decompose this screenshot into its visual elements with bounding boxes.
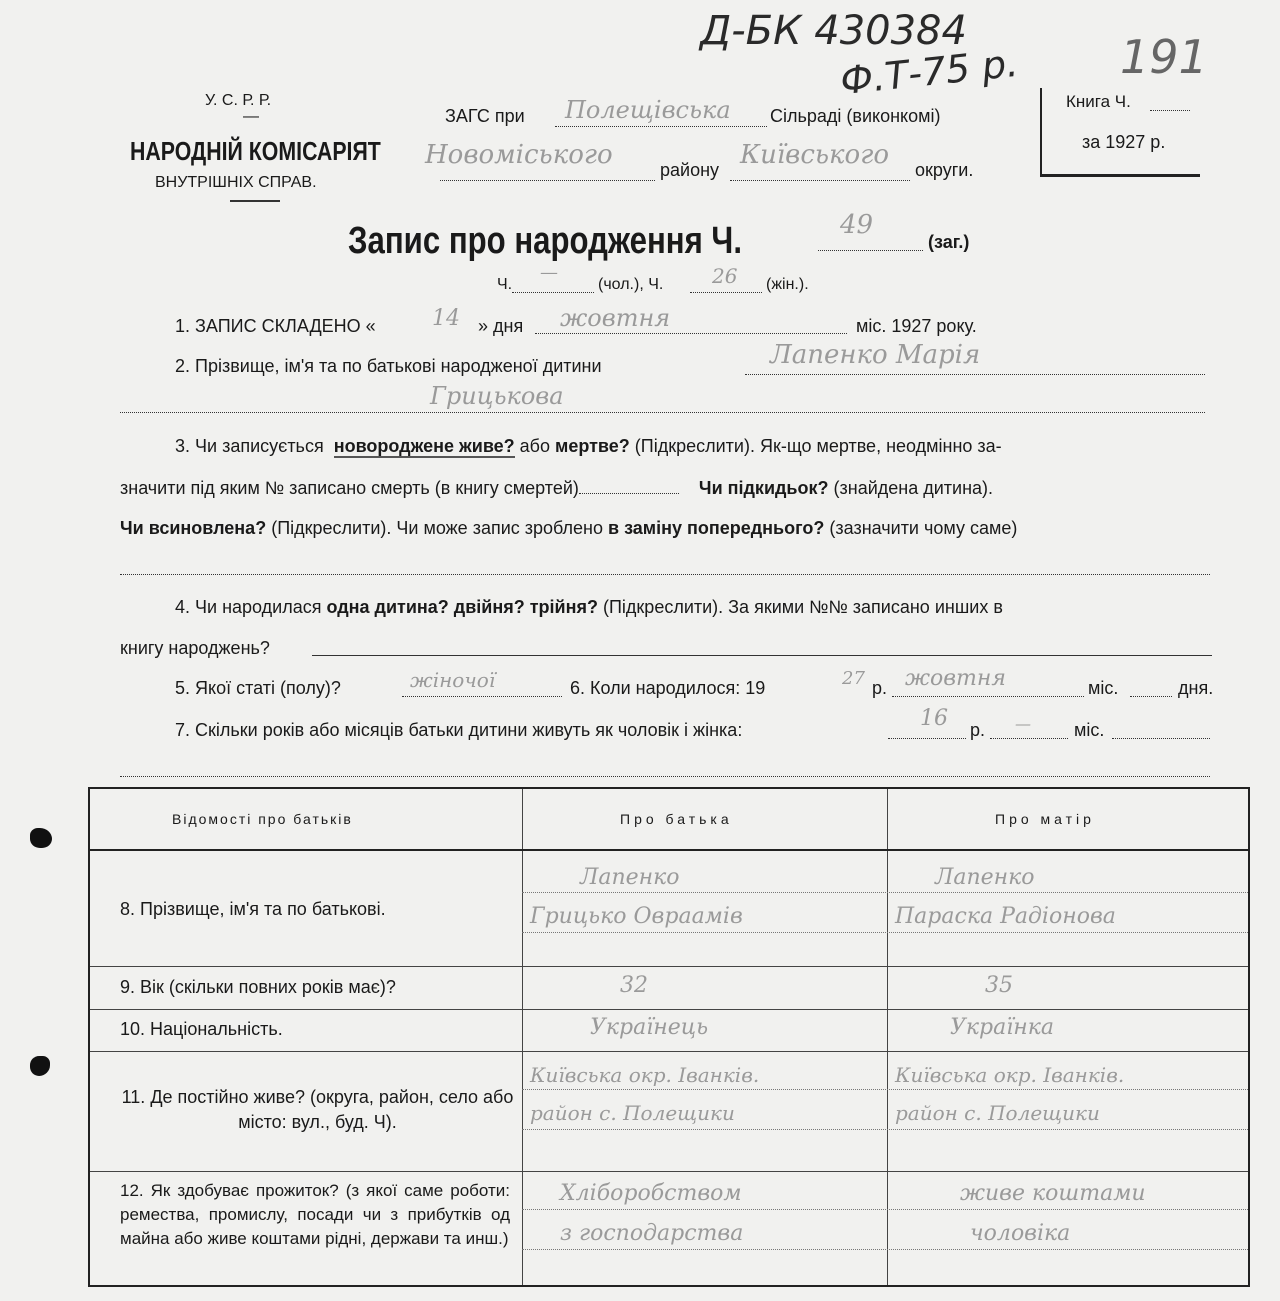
page-title: Запис про народження Ч. — [348, 220, 742, 262]
marriage-months: — — [1015, 714, 1031, 733]
field-1-day: 14 — [432, 306, 460, 331]
column-header-mother: Про матір — [995, 811, 1095, 827]
field-1-mid: » дня — [478, 316, 524, 336]
male-label: (чол.), Ч. — [598, 276, 664, 293]
mother-nationality: Українка — [950, 1015, 1055, 1040]
field-3-line-2: значити під яким № записано смерть (в книгу смертей) Чи підкидьок? (знайдена дитина). — [120, 478, 994, 498]
field-2-label: 2. Прізвище, ім'я та по батькові народженої дитини — [175, 356, 602, 376]
row-label-residence: 11. Де постійно живе? (округа, район, село або місто: вул., буд. Ч). — [121, 1087, 514, 1132]
father-name: Грицько Овраамів — [530, 904, 743, 929]
child-patronymic: Грицькова — [430, 382, 564, 410]
birth-month: жовтня — [905, 666, 1006, 691]
female-count: 26 — [712, 264, 738, 288]
zags-value: Полещівська — [565, 96, 731, 124]
field-3-line-3: Чи всиновлена? (Підкреслити). Чи може запис зроблено в заміну попереднього? (зазначити чому саме) — [120, 518, 1018, 538]
field-7-label: 7. Скільки років або місяців батьки дитини живуть як чоловік і жінка: — [175, 720, 743, 740]
archive-reference: Д-БК 430384 — [700, 8, 967, 54]
male-count: — — [540, 262, 558, 283]
father-residence-1: Київська окр. Іванків. — [530, 1063, 760, 1087]
row-label-age: 9. Вік (скільки повних років має)? — [120, 977, 396, 997]
row-label-nationality: 10. Національність. — [120, 1019, 283, 1039]
punch-hole-mark — [30, 828, 52, 848]
row-label-livelihood: 12. Як здобуває прожиток? (з якої саме роботи: ремества, промислу, посади чи з прибутків од майна або живе коштами рідні, держави та инш.) — [120, 1181, 510, 1248]
female-label: (жін.). — [766, 276, 809, 293]
mother-residence-2: район с. Полещики — [895, 1101, 1100, 1125]
divider: — — [243, 108, 259, 125]
field-4-line-1: 4. Чи народилася одна дитина? двійня? трійня? (Підкреслити). За якими №№ записано инших в — [175, 597, 1003, 617]
father-age: 32 — [620, 973, 648, 998]
okrug-value: Київського — [740, 140, 890, 170]
marriage-years: 16 — [920, 706, 948, 731]
years-suffix: р. — [970, 720, 986, 740]
column-header-info: Відомості про батьків — [172, 811, 353, 827]
field-6-label: 6. Коли народилося: 19 — [570, 678, 766, 698]
father-livelihood-1: Хліборобством — [560, 1181, 742, 1206]
district-value: Новоміського — [425, 140, 613, 170]
ministry-name: НАРОДНІЙ КОМІСАРІЯТ — [130, 136, 381, 166]
field-3-line-1: 3. Чи записується новороджене живе? або мертве? (Підкреслити). Як-що мертве, неодмінно за- — [175, 436, 1002, 456]
ministry-name-2: ВНУТРІШНІХ СПРАВ. — [155, 174, 317, 191]
mother-name: Параска Радіонова — [895, 904, 1116, 929]
punch-hole-mark — [30, 1056, 50, 1076]
male-prefix: Ч. — [497, 276, 513, 293]
mother-residence-1: Київська окр. Іванків. — [895, 1063, 1125, 1087]
field-5-label: 5. Якої статі (полу)? — [175, 678, 341, 698]
mother-livelihood-1: живе коштами — [960, 1181, 1146, 1206]
mother-livelihood-2: чоловіка — [970, 1221, 1071, 1246]
field-1-suffix: міс. 1927 року. — [856, 316, 977, 336]
book-box — [1040, 88, 1200, 177]
child-name: Лапенко Марія — [770, 340, 981, 370]
zags-suffix: Сільраді (виконкомі) — [770, 106, 941, 126]
record-number: 49 — [840, 210, 874, 240]
child-sex: жіночої — [410, 668, 496, 692]
archive-sheet: 191 — [1120, 30, 1208, 84]
zags-label: ЗАГС при — [445, 106, 525, 126]
divider — [230, 200, 280, 202]
okrug-label: округи. — [915, 160, 974, 180]
mother-age: 35 — [985, 973, 1013, 998]
district-label: району — [660, 160, 720, 180]
father-surname: Лапенко — [580, 865, 680, 890]
row-label-name: 8. Прізвище, ім'я та по батькові. — [120, 899, 386, 919]
day-suffix: дня. — [1178, 678, 1214, 698]
birth-year: 27 — [842, 668, 865, 689]
year-suffix: р. — [872, 678, 888, 698]
father-nationality: Українець — [590, 1015, 709, 1040]
months-suffix: міс. — [1074, 720, 1105, 740]
field-4-line-2: книгу народжень? — [120, 638, 270, 658]
field-1-label: 1. ЗАПИС СКЛАДЕНО « — [175, 316, 376, 336]
book-label: Книга Ч. — [1066, 92, 1131, 111]
state-abbr: У. С. Р. Р. — [205, 92, 272, 109]
month-suffix: міс. — [1088, 678, 1119, 698]
parents-info-table — [88, 787, 1250, 1287]
archive-fond: Ф.Т-75 р. — [838, 40, 1021, 104]
field-1-month: жовтня — [560, 304, 671, 332]
column-header-father: Про батька — [620, 811, 733, 827]
total-label: (заг.) — [928, 232, 970, 252]
mother-surname: Лапенко — [935, 865, 1035, 890]
book-year: за 1927 р. — [1082, 132, 1166, 152]
father-residence-2: район с. Полещики — [530, 1101, 735, 1125]
father-livelihood-2: з господарства — [560, 1221, 744, 1246]
